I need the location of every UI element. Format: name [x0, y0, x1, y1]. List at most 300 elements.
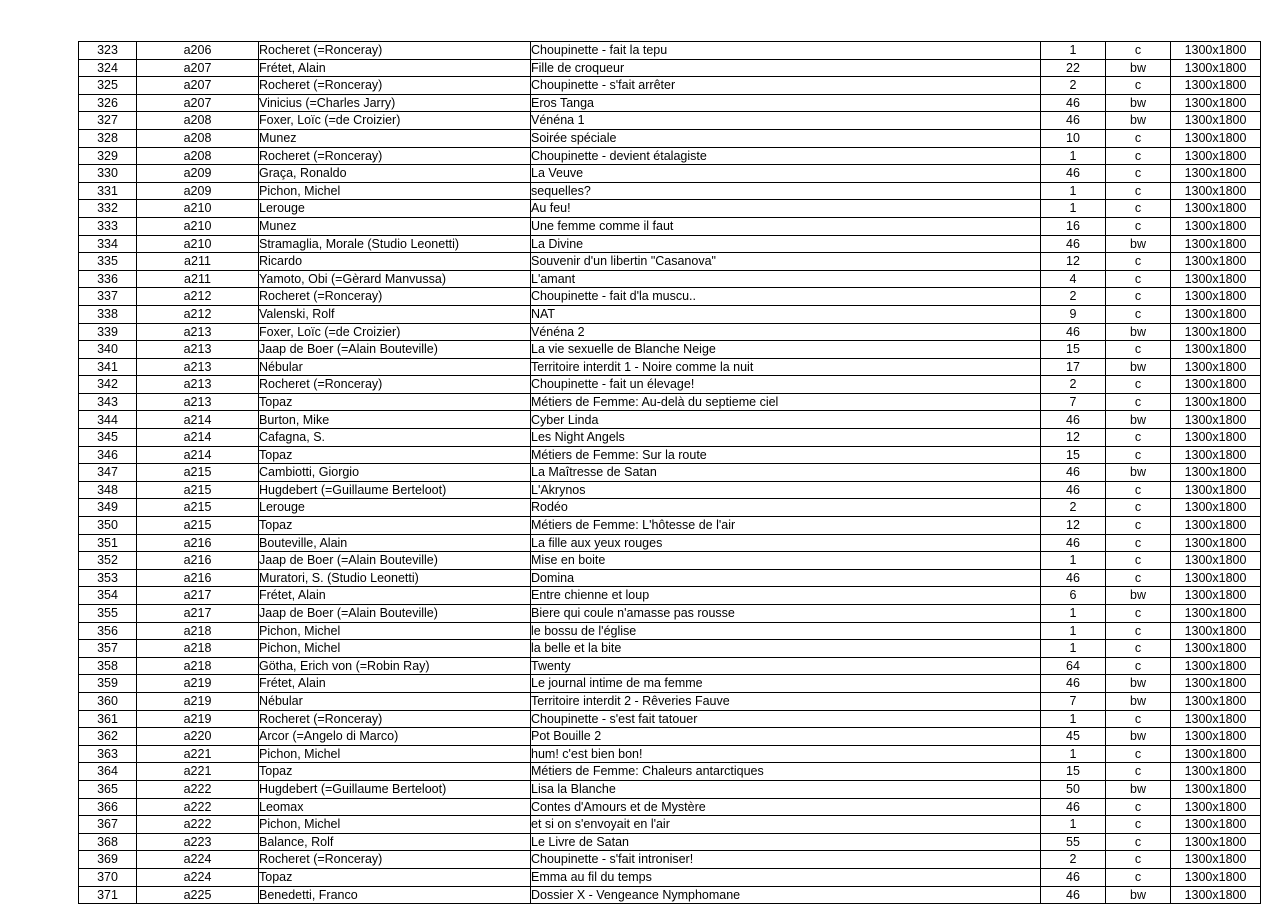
table-row — [79, 675, 1261, 693]
cell-author: Rocheret (=Ronceray) — [259, 288, 531, 306]
cell-title: Choupinette - fait la tepu — [531, 42, 1041, 60]
cell-index: 351 — [79, 534, 137, 552]
cell-dimensions: 1300x1800 — [1171, 710, 1261, 728]
cell-color-mode: c — [1106, 77, 1171, 95]
cell-title: L'Akrynos — [531, 481, 1041, 499]
table-row — [79, 728, 1261, 746]
cell-index: 364 — [79, 763, 137, 781]
cell-title: La Divine — [531, 235, 1041, 253]
table-row — [79, 710, 1261, 728]
cell-index: 343 — [79, 393, 137, 411]
cell-count: 1 — [1041, 710, 1106, 728]
table-row — [79, 253, 1261, 271]
cell-dimensions: 1300x1800 — [1171, 816, 1261, 834]
cell-dimensions: 1300x1800 — [1171, 833, 1261, 851]
cell-dimensions: 1300x1800 — [1171, 692, 1261, 710]
cell-count: 17 — [1041, 358, 1106, 376]
cell-dimensions: 1300x1800 — [1171, 728, 1261, 746]
cell-dimensions: 1300x1800 — [1171, 798, 1261, 816]
cell-index: 349 — [79, 499, 137, 517]
cell-author: Topaz — [259, 868, 531, 886]
cell-dimensions: 1300x1800 — [1171, 393, 1261, 411]
table-row — [79, 481, 1261, 499]
cell-dimensions: 1300x1800 — [1171, 182, 1261, 200]
cell-author: Cafagna, S. — [259, 429, 531, 447]
cell-reference: a222 — [137, 780, 259, 798]
cell-title: Soirée spéciale — [531, 129, 1041, 147]
cell-author: Munez — [259, 129, 531, 147]
cell-title: Souvenir d'un libertin "Casanova" — [531, 253, 1041, 271]
cell-title: hum! c'est bien bon! — [531, 745, 1041, 763]
cell-count: 46 — [1041, 798, 1106, 816]
cell-title: Choupinette - s'est fait tatouer — [531, 710, 1041, 728]
cell-count: 1 — [1041, 200, 1106, 218]
cell-count: 46 — [1041, 323, 1106, 341]
cell-color-mode: c — [1106, 446, 1171, 464]
table-row — [79, 587, 1261, 605]
cell-color-mode: c — [1106, 217, 1171, 235]
cell-dimensions: 1300x1800 — [1171, 217, 1261, 235]
cell-color-mode: bw — [1106, 94, 1171, 112]
cell-dimensions: 1300x1800 — [1171, 517, 1261, 535]
cell-reference: a219 — [137, 710, 259, 728]
cell-title: Le journal intime de ma femme — [531, 675, 1041, 693]
cell-author: Lerouge — [259, 499, 531, 517]
cell-dimensions: 1300x1800 — [1171, 235, 1261, 253]
cell-author: Benedetti, Franco — [259, 886, 531, 904]
cell-index: 365 — [79, 780, 137, 798]
cell-count: 46 — [1041, 464, 1106, 482]
cell-color-mode: bw — [1106, 112, 1171, 130]
cell-author: Leomax — [259, 798, 531, 816]
cell-author: Frétet, Alain — [259, 59, 531, 77]
cell-index: 350 — [79, 517, 137, 535]
cell-index: 338 — [79, 305, 137, 323]
cell-color-mode: c — [1106, 798, 1171, 816]
cell-author: Topaz — [259, 763, 531, 781]
cell-color-mode: c — [1106, 270, 1171, 288]
cell-reference: a218 — [137, 622, 259, 640]
cell-color-mode: c — [1106, 200, 1171, 218]
cell-reference: a213 — [137, 341, 259, 359]
table-row — [79, 745, 1261, 763]
table-row — [79, 692, 1261, 710]
cell-index: 333 — [79, 217, 137, 235]
cell-author: Frétet, Alain — [259, 675, 531, 693]
cell-dimensions: 1300x1800 — [1171, 675, 1261, 693]
cell-author: Jaap de Boer (=Alain Bouteville) — [259, 341, 531, 359]
cell-count: 9 — [1041, 305, 1106, 323]
cell-color-mode: c — [1106, 165, 1171, 183]
cell-count: 46 — [1041, 569, 1106, 587]
cell-author: Topaz — [259, 517, 531, 535]
cell-dimensions: 1300x1800 — [1171, 288, 1261, 306]
cell-index: 368 — [79, 833, 137, 851]
cell-color-mode: c — [1106, 763, 1171, 781]
cell-dimensions: 1300x1800 — [1171, 587, 1261, 605]
cell-color-mode: bw — [1106, 728, 1171, 746]
cell-index: 339 — [79, 323, 137, 341]
cell-title: sequelles? — [531, 182, 1041, 200]
cell-color-mode: c — [1106, 833, 1171, 851]
cell-dimensions: 1300x1800 — [1171, 200, 1261, 218]
cell-author: Bouteville, Alain — [259, 534, 531, 552]
cell-dimensions: 1300x1800 — [1171, 657, 1261, 675]
cell-author: Hugdebert (=Guillaume Berteloot) — [259, 780, 531, 798]
cell-count: 16 — [1041, 217, 1106, 235]
cell-index: 369 — [79, 851, 137, 869]
cell-color-mode: c — [1106, 305, 1171, 323]
table-row — [79, 517, 1261, 535]
cell-dimensions: 1300x1800 — [1171, 851, 1261, 869]
cell-dimensions: 1300x1800 — [1171, 868, 1261, 886]
cell-color-mode: c — [1106, 552, 1171, 570]
cell-author: Götha, Erich von (=Robin Ray) — [259, 657, 531, 675]
cell-reference: a211 — [137, 270, 259, 288]
cell-index: 329 — [79, 147, 137, 165]
cell-title: Contes d'Amours et de Mystère — [531, 798, 1041, 816]
cell-reference: a219 — [137, 675, 259, 693]
cell-color-mode: c — [1106, 182, 1171, 200]
cell-reference: a220 — [137, 728, 259, 746]
cell-color-mode: bw — [1106, 692, 1171, 710]
cell-reference: a215 — [137, 517, 259, 535]
cell-color-mode: c — [1106, 868, 1171, 886]
table-row — [79, 605, 1261, 623]
cell-reference: a214 — [137, 429, 259, 447]
cell-author: Rocheret (=Ronceray) — [259, 376, 531, 394]
cell-color-mode: c — [1106, 499, 1171, 517]
cell-reference: a222 — [137, 816, 259, 834]
cell-author: Foxer, Loïc (=de Croizier) — [259, 323, 531, 341]
index-table-container — [78, 41, 1247, 904]
cell-reference: a225 — [137, 886, 259, 904]
cell-index: 337 — [79, 288, 137, 306]
cell-count: 46 — [1041, 165, 1106, 183]
cell-index: 363 — [79, 745, 137, 763]
cell-author: Vinicius (=Charles Jarry) — [259, 94, 531, 112]
cell-author: Pichon, Michel — [259, 182, 531, 200]
cell-index: 326 — [79, 94, 137, 112]
cell-color-mode: c — [1106, 253, 1171, 271]
cell-author: Lerouge — [259, 200, 531, 218]
table-row — [79, 200, 1261, 218]
cell-count: 46 — [1041, 886, 1106, 904]
cell-color-mode: c — [1106, 147, 1171, 165]
table-row — [79, 640, 1261, 658]
cell-title: Pot Bouille 2 — [531, 728, 1041, 746]
cell-dimensions: 1300x1800 — [1171, 376, 1261, 394]
cell-reference: a219 — [137, 692, 259, 710]
table-row — [79, 816, 1261, 834]
cell-color-mode: bw — [1106, 235, 1171, 253]
cell-dimensions: 1300x1800 — [1171, 481, 1261, 499]
cell-reference: a210 — [137, 235, 259, 253]
cell-author: Frétet, Alain — [259, 587, 531, 605]
cell-dimensions: 1300x1800 — [1171, 605, 1261, 623]
cell-count: 55 — [1041, 833, 1106, 851]
cell-count: 6 — [1041, 587, 1106, 605]
cell-index: 371 — [79, 886, 137, 904]
cell-index: 356 — [79, 622, 137, 640]
table-row — [79, 147, 1261, 165]
cell-index: 370 — [79, 868, 137, 886]
cell-reference: a215 — [137, 464, 259, 482]
cell-count: 12 — [1041, 517, 1106, 535]
cell-count: 1 — [1041, 42, 1106, 60]
cell-color-mode: c — [1106, 622, 1171, 640]
table-row — [79, 341, 1261, 359]
cell-count: 46 — [1041, 481, 1106, 499]
cell-dimensions: 1300x1800 — [1171, 763, 1261, 781]
cell-dimensions: 1300x1800 — [1171, 622, 1261, 640]
table-row — [79, 411, 1261, 429]
cell-color-mode: bw — [1106, 587, 1171, 605]
cell-count: 1 — [1041, 605, 1106, 623]
cell-index: 340 — [79, 341, 137, 359]
table-row — [79, 59, 1261, 77]
cell-count: 10 — [1041, 129, 1106, 147]
table-row — [79, 182, 1261, 200]
cell-title: Une femme comme il faut — [531, 217, 1041, 235]
cell-color-mode: bw — [1106, 464, 1171, 482]
cell-count: 46 — [1041, 235, 1106, 253]
cell-index: 362 — [79, 728, 137, 746]
cell-author: Muratori, S. (Studio Leonetti) — [259, 569, 531, 587]
cell-index: 323 — [79, 42, 137, 60]
cell-count: 2 — [1041, 376, 1106, 394]
cell-index: 331 — [79, 182, 137, 200]
cell-dimensions: 1300x1800 — [1171, 358, 1261, 376]
cell-color-mode: bw — [1106, 780, 1171, 798]
cell-color-mode: c — [1106, 534, 1171, 552]
cell-title: Métiers de Femme: L'hôtesse de l'air — [531, 517, 1041, 535]
table-row — [79, 622, 1261, 640]
cell-author: Rocheret (=Ronceray) — [259, 147, 531, 165]
cell-count: 1 — [1041, 147, 1106, 165]
cell-count: 22 — [1041, 59, 1106, 77]
table-row — [79, 358, 1261, 376]
cell-author: Yamoto, Obi (=Gèrard Manvussa) — [259, 270, 531, 288]
cell-title: Emma au fil du temps — [531, 868, 1041, 886]
cell-reference: a212 — [137, 288, 259, 306]
cell-title: Métiers de Femme: Au-delà du septieme ciel — [531, 393, 1041, 411]
cell-dimensions: 1300x1800 — [1171, 253, 1261, 271]
table-row — [79, 94, 1261, 112]
table-row — [79, 112, 1261, 130]
cell-title: Territoire interdit 1 - Noire comme la nuit — [531, 358, 1041, 376]
cell-dimensions: 1300x1800 — [1171, 569, 1261, 587]
cell-dimensions: 1300x1800 — [1171, 429, 1261, 447]
cell-title: L'amant — [531, 270, 1041, 288]
cell-title: Métiers de Femme: Sur la route — [531, 446, 1041, 464]
table-row — [79, 464, 1261, 482]
table-row — [79, 569, 1261, 587]
cell-color-mode: c — [1106, 341, 1171, 359]
cell-index: 367 — [79, 816, 137, 834]
cell-reference: a209 — [137, 165, 259, 183]
cell-index: 353 — [79, 569, 137, 587]
cell-index: 330 — [79, 165, 137, 183]
table-row — [79, 780, 1261, 798]
table-row — [79, 129, 1261, 147]
cell-index: 361 — [79, 710, 137, 728]
cell-count: 50 — [1041, 780, 1106, 798]
cell-author: Cambiotti, Giorgio — [259, 464, 531, 482]
cell-author: Pichon, Michel — [259, 622, 531, 640]
cell-count: 46 — [1041, 868, 1106, 886]
cell-dimensions: 1300x1800 — [1171, 305, 1261, 323]
cell-reference: a215 — [137, 499, 259, 517]
cell-reference: a213 — [137, 323, 259, 341]
cell-author: Graça, Ronaldo — [259, 165, 531, 183]
table-row — [79, 763, 1261, 781]
cell-dimensions: 1300x1800 — [1171, 270, 1261, 288]
table-row — [79, 886, 1261, 904]
cell-count: 2 — [1041, 288, 1106, 306]
cell-author: Nébular — [259, 358, 531, 376]
cell-color-mode: c — [1106, 605, 1171, 623]
cell-title: Domina — [531, 569, 1041, 587]
cell-author: Burton, Mike — [259, 411, 531, 429]
cell-reference: a211 — [137, 253, 259, 271]
cell-color-mode: c — [1106, 42, 1171, 60]
table-row — [79, 323, 1261, 341]
cell-dimensions: 1300x1800 — [1171, 59, 1261, 77]
cell-reference: a208 — [137, 147, 259, 165]
cell-author: Munez — [259, 217, 531, 235]
table-row — [79, 657, 1261, 675]
cell-title: Territoire interdit 2 - Rêveries Fauve — [531, 692, 1041, 710]
cell-index: 358 — [79, 657, 137, 675]
cell-reference: a216 — [137, 534, 259, 552]
cell-title: Métiers de Femme: Chaleurs antarctiques — [531, 763, 1041, 781]
cell-reference: a208 — [137, 112, 259, 130]
cell-index: 324 — [79, 59, 137, 77]
cell-author: Nébular — [259, 692, 531, 710]
cell-reference: a217 — [137, 605, 259, 623]
table-row — [79, 235, 1261, 253]
cell-title: Twenty — [531, 657, 1041, 675]
cell-color-mode: c — [1106, 429, 1171, 447]
cell-title: Choupinette - fait un élevage! — [531, 376, 1041, 394]
cell-color-mode: bw — [1106, 59, 1171, 77]
cell-index: 344 — [79, 411, 137, 429]
cell-dimensions: 1300x1800 — [1171, 411, 1261, 429]
index-table — [78, 41, 1261, 904]
cell-reference: a207 — [137, 94, 259, 112]
cell-index: 332 — [79, 200, 137, 218]
table-row — [79, 534, 1261, 552]
cell-count: 46 — [1041, 94, 1106, 112]
cell-count: 12 — [1041, 429, 1106, 447]
cell-title: Au feu! — [531, 200, 1041, 218]
table-row — [79, 305, 1261, 323]
cell-reference: a207 — [137, 59, 259, 77]
table-row — [79, 165, 1261, 183]
cell-reference: a224 — [137, 851, 259, 869]
cell-count: 46 — [1041, 112, 1106, 130]
cell-count: 15 — [1041, 341, 1106, 359]
cell-index: 345 — [79, 429, 137, 447]
cell-reference: a213 — [137, 376, 259, 394]
table-row — [79, 552, 1261, 570]
cell-author: Rocheret (=Ronceray) — [259, 710, 531, 728]
cell-author: Balance, Rolf — [259, 833, 531, 851]
cell-dimensions: 1300x1800 — [1171, 499, 1261, 517]
cell-reference: a209 — [137, 182, 259, 200]
cell-dimensions: 1300x1800 — [1171, 94, 1261, 112]
cell-title: La vie sexuelle de Blanche Neige — [531, 341, 1041, 359]
cell-dimensions: 1300x1800 — [1171, 446, 1261, 464]
cell-dimensions: 1300x1800 — [1171, 77, 1261, 95]
cell-title: La fille aux yeux rouges — [531, 534, 1041, 552]
cell-color-mode: c — [1106, 517, 1171, 535]
cell-color-mode: c — [1106, 745, 1171, 763]
cell-author: Topaz — [259, 393, 531, 411]
cell-author: Topaz — [259, 446, 531, 464]
cell-count: 2 — [1041, 499, 1106, 517]
cell-color-mode: c — [1106, 569, 1171, 587]
cell-reference: a208 — [137, 129, 259, 147]
cell-count: 46 — [1041, 675, 1106, 693]
cell-author: Pichon, Michel — [259, 745, 531, 763]
cell-reference: a214 — [137, 446, 259, 464]
cell-author: Jaap de Boer (=Alain Bouteville) — [259, 552, 531, 570]
cell-color-mode: c — [1106, 288, 1171, 306]
cell-color-mode: c — [1106, 376, 1171, 394]
cell-author: Jaap de Boer (=Alain Bouteville) — [259, 605, 531, 623]
cell-index: 366 — [79, 798, 137, 816]
cell-dimensions: 1300x1800 — [1171, 129, 1261, 147]
cell-title: Lisa la Blanche — [531, 780, 1041, 798]
cell-title: Vénéna 1 — [531, 112, 1041, 130]
cell-dimensions: 1300x1800 — [1171, 886, 1261, 904]
table-row — [79, 288, 1261, 306]
table-row — [79, 376, 1261, 394]
cell-title: Cyber Linda — [531, 411, 1041, 429]
cell-count: 1 — [1041, 552, 1106, 570]
cell-reference: a221 — [137, 763, 259, 781]
cell-reference: a213 — [137, 393, 259, 411]
cell-author: Rocheret (=Ronceray) — [259, 77, 531, 95]
table-row — [79, 499, 1261, 517]
cell-index: 335 — [79, 253, 137, 271]
cell-index: 327 — [79, 112, 137, 130]
cell-title: Choupinette - s'fait introniser! — [531, 851, 1041, 869]
cell-title: Entre chienne et loup — [531, 587, 1041, 605]
cell-color-mode: bw — [1106, 411, 1171, 429]
cell-index: 342 — [79, 376, 137, 394]
cell-reference: a206 — [137, 42, 259, 60]
cell-author: Foxer, Loïc (=de Croizier) — [259, 112, 531, 130]
cell-count: 1 — [1041, 182, 1106, 200]
cell-count: 1 — [1041, 640, 1106, 658]
cell-dimensions: 1300x1800 — [1171, 552, 1261, 570]
cell-reference: a218 — [137, 640, 259, 658]
cell-author: Pichon, Michel — [259, 640, 531, 658]
table-row — [79, 851, 1261, 869]
cell-count: 2 — [1041, 77, 1106, 95]
cell-reference: a216 — [137, 552, 259, 570]
cell-title: Vénéna 2 — [531, 323, 1041, 341]
cell-reference: a221 — [137, 745, 259, 763]
cell-color-mode: bw — [1106, 886, 1171, 904]
cell-title: La Veuve — [531, 165, 1041, 183]
cell-author: Rocheret (=Ronceray) — [259, 42, 531, 60]
cell-index: 325 — [79, 77, 137, 95]
cell-author: Ricardo — [259, 253, 531, 271]
